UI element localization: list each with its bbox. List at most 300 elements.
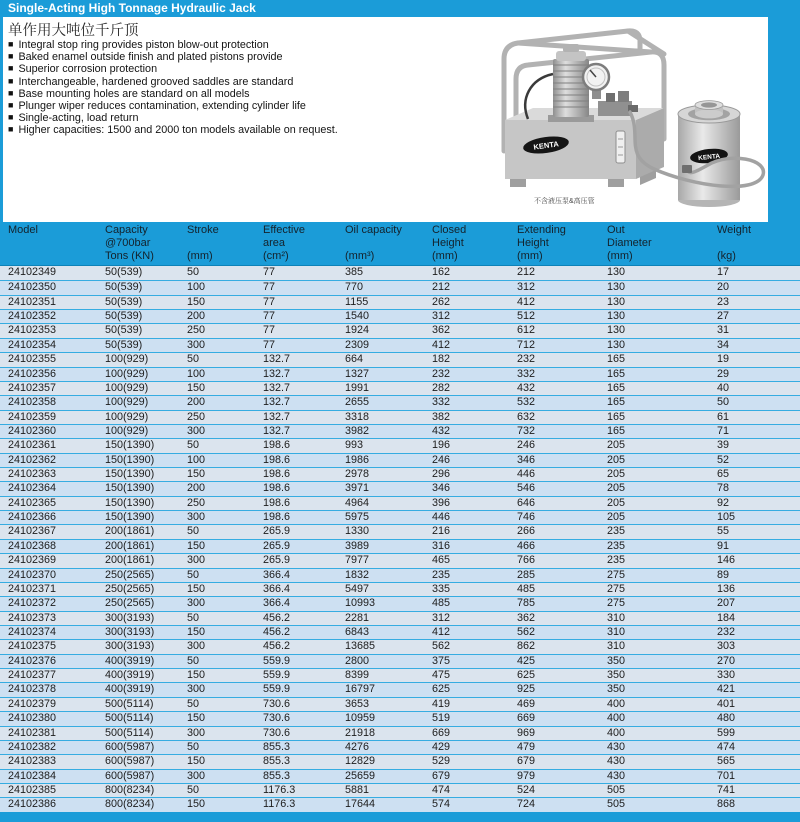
cell-out_diameter: 350 bbox=[607, 669, 626, 682]
cell-capacity: 200(1861) bbox=[105, 525, 155, 538]
cell-stroke: 150 bbox=[187, 295, 206, 308]
cell-oil_capacity: 2281 bbox=[345, 611, 370, 624]
image-caption: 不含液压泵&高压管 bbox=[534, 198, 595, 205]
cell-out_diameter: 275 bbox=[607, 582, 626, 595]
table-row bbox=[0, 524, 800, 538]
table-row bbox=[0, 338, 800, 352]
cell-effective_area: 77 bbox=[263, 324, 276, 337]
cell-weight: 207 bbox=[717, 597, 736, 610]
column-header-extending_height bbox=[509, 222, 599, 265]
cell-capacity: 500(5114) bbox=[105, 712, 154, 725]
feature-text: Interchangeable, hardened grooved saddles are standard bbox=[18, 75, 294, 88]
cell-oil_capacity: 5881 bbox=[345, 783, 370, 796]
cell-effective_area: 132.7 bbox=[263, 410, 291, 423]
brand-logo-text: KENTA bbox=[697, 152, 721, 163]
cell-effective_area: 198.6 bbox=[263, 511, 291, 524]
feature-text: Integral stop ring provides piston blow-out protection bbox=[18, 39, 269, 51]
cell-weight: 741 bbox=[717, 783, 736, 796]
cell-stroke: 100 bbox=[187, 367, 206, 380]
bullet-square-icon: ■ bbox=[8, 51, 14, 62]
cell-stroke: 50 bbox=[187, 353, 200, 366]
cell-capacity: 400(3919) bbox=[105, 669, 155, 682]
cell-capacity: 600(5987) bbox=[105, 740, 155, 753]
cell-closed_height: 312 bbox=[432, 611, 451, 624]
feature-text: Plunger wiper reduces contamination, extending cylinder life bbox=[18, 100, 306, 113]
cell-extending_height: 412 bbox=[517, 295, 536, 308]
cell-weight: 29 bbox=[717, 367, 730, 380]
cell-extending_height: 625 bbox=[517, 669, 536, 682]
cell-model: 24102378 bbox=[8, 683, 57, 696]
cell-closed_height: 432 bbox=[432, 424, 451, 437]
cell-model: 24102370 bbox=[8, 568, 57, 581]
cell-capacity: 150(1390) bbox=[105, 468, 155, 481]
table-row bbox=[0, 395, 800, 409]
cell-capacity: 600(5987) bbox=[105, 769, 155, 782]
cell-closed_height: 419 bbox=[432, 697, 451, 710]
cell-model: 24102363 bbox=[8, 468, 57, 481]
cell-extending_height: 485 bbox=[517, 582, 536, 595]
cell-capacity: 500(5114) bbox=[105, 726, 154, 739]
cell-closed_height: 429 bbox=[432, 740, 451, 753]
cell-effective_area: 855.3 bbox=[263, 769, 291, 782]
cell-out_diameter: 130 bbox=[607, 324, 626, 337]
cell-extending_height: 746 bbox=[517, 511, 536, 524]
cell-stroke: 100 bbox=[187, 453, 206, 466]
oil-sight-glass bbox=[616, 131, 625, 163]
feature-text: Higher capacities: 1500 and 2000 ton models available on request. bbox=[18, 124, 338, 137]
table-row bbox=[0, 381, 800, 395]
cell-extending_height: 266 bbox=[517, 525, 536, 538]
column-header-line: (mm) bbox=[432, 250, 458, 263]
column-header-line: (mm) bbox=[607, 250, 633, 263]
cell-weight: 136 bbox=[717, 582, 736, 595]
column-header-weight bbox=[709, 222, 792, 265]
cell-capacity: 150(1390) bbox=[105, 496, 155, 509]
cell-extending_height: 646 bbox=[517, 496, 536, 509]
table-row bbox=[0, 797, 800, 811]
cell-out_diameter: 400 bbox=[607, 712, 626, 725]
cell-effective_area: 265.9 bbox=[263, 554, 291, 567]
column-header-line: (mm³) bbox=[345, 250, 375, 263]
cell-out_diameter: 165 bbox=[607, 410, 626, 423]
table-row bbox=[0, 697, 800, 711]
cell-extending_height: 532 bbox=[517, 396, 536, 409]
cell-model: 24102351 bbox=[8, 295, 57, 308]
cell-model: 24102385 bbox=[8, 783, 57, 796]
cell-weight: 91 bbox=[717, 539, 730, 552]
cell-weight: 89 bbox=[717, 568, 730, 581]
table-row bbox=[0, 510, 800, 524]
cell-capacity: 100(929) bbox=[105, 396, 149, 409]
cell-stroke: 300 bbox=[187, 511, 206, 524]
column-header-out_diameter bbox=[599, 222, 709, 265]
cell-weight: 421 bbox=[717, 683, 736, 696]
cell-model: 24102377 bbox=[8, 669, 57, 682]
cell-extending_height: 432 bbox=[517, 381, 536, 394]
table-row bbox=[0, 654, 800, 668]
cell-weight: 34 bbox=[717, 338, 730, 351]
table-row bbox=[0, 769, 800, 783]
cell-capacity: 200(1861) bbox=[105, 554, 155, 567]
cell-stroke: 250 bbox=[187, 410, 206, 423]
cell-weight: 599 bbox=[717, 726, 736, 739]
cell-closed_height: 485 bbox=[432, 597, 451, 610]
cell-oil_capacity: 12829 bbox=[345, 755, 376, 768]
column-header-line: @700bar bbox=[105, 237, 151, 250]
cell-effective_area: 77 bbox=[263, 266, 276, 278]
table-row bbox=[0, 668, 800, 682]
cell-weight: 20 bbox=[717, 281, 730, 294]
cell-capacity: 150(1390) bbox=[105, 439, 155, 452]
cell-oil_capacity: 5975 bbox=[345, 511, 370, 524]
cell-extending_height: 425 bbox=[517, 654, 536, 667]
cell-capacity: 50(539) bbox=[105, 310, 143, 323]
column-header-stroke bbox=[179, 222, 255, 265]
cell-stroke: 50 bbox=[187, 697, 200, 710]
cell-oil_capacity: 4276 bbox=[345, 740, 370, 753]
cell-extending_height: 612 bbox=[517, 324, 536, 337]
cell-capacity: 100(929) bbox=[105, 367, 149, 380]
cell-effective_area: 730.6 bbox=[263, 726, 291, 739]
cell-oil_capacity: 2309 bbox=[345, 338, 370, 351]
cell-capacity: 800(8234) bbox=[105, 783, 155, 796]
cell-effective_area: 132.7 bbox=[263, 396, 291, 409]
column-header-line: Closed bbox=[432, 224, 467, 236]
feature-item bbox=[8, 39, 338, 51]
cell-capacity: 50(539) bbox=[105, 281, 143, 294]
cell-effective_area: 132.7 bbox=[263, 367, 291, 380]
cell-stroke: 300 bbox=[187, 597, 206, 610]
cell-stroke: 200 bbox=[187, 482, 206, 495]
cell-stroke: 300 bbox=[187, 338, 206, 351]
cell-out_diameter: 400 bbox=[607, 726, 626, 739]
cell-extending_height: 512 bbox=[517, 310, 536, 323]
cell-oil_capacity: 25659 bbox=[345, 769, 376, 782]
column-header-line: (cm²) bbox=[263, 250, 289, 263]
cell-capacity: 50(539) bbox=[105, 324, 143, 337]
cell-oil_capacity: 3982 bbox=[345, 424, 370, 437]
cell-extending_height: 766 bbox=[517, 554, 536, 567]
cell-effective_area: 855.3 bbox=[263, 755, 291, 768]
cylinder-jack bbox=[678, 101, 740, 207]
cell-extending_height: 785 bbox=[517, 597, 536, 610]
cell-effective_area: 456.2 bbox=[263, 611, 291, 624]
cell-out_diameter: 505 bbox=[607, 783, 626, 796]
cell-oil_capacity: 385 bbox=[345, 266, 364, 278]
cell-out_diameter: 165 bbox=[607, 381, 626, 394]
cell-closed_height: 412 bbox=[432, 625, 451, 638]
cell-closed_height: 216 bbox=[432, 525, 451, 538]
cell-oil_capacity: 13685 bbox=[345, 640, 376, 653]
cell-stroke: 150 bbox=[187, 381, 206, 394]
cell-effective_area: 77 bbox=[263, 295, 276, 308]
cell-capacity: 100(929) bbox=[105, 410, 149, 423]
feature-text: Base mounting holes are standard on all models bbox=[18, 87, 250, 100]
column-header-line: Tons (KN) bbox=[105, 250, 154, 263]
cell-capacity: 150(1390) bbox=[105, 453, 155, 466]
cell-out_diameter: 310 bbox=[607, 640, 626, 653]
cell-stroke: 50 bbox=[187, 568, 200, 581]
feature-item bbox=[8, 76, 338, 88]
column-header-line: Extending bbox=[517, 224, 566, 236]
cell-model: 24102368 bbox=[8, 539, 57, 552]
cell-model: 24102365 bbox=[8, 496, 57, 509]
table-row bbox=[0, 639, 800, 653]
cell-stroke: 150 bbox=[187, 798, 206, 811]
cell-oil_capacity: 6843 bbox=[345, 625, 370, 638]
cell-weight: 92 bbox=[717, 496, 730, 509]
cell-out_diameter: 130 bbox=[607, 338, 626, 351]
cell-oil_capacity: 3318 bbox=[345, 410, 370, 423]
table-row bbox=[0, 740, 800, 754]
cell-stroke: 50 bbox=[187, 266, 200, 278]
cell-closed_height: 625 bbox=[432, 683, 451, 696]
table-row bbox=[0, 453, 800, 467]
cell-capacity: 50(539) bbox=[105, 295, 143, 308]
column-header-line bbox=[345, 237, 424, 250]
cell-closed_height: 475 bbox=[432, 669, 451, 682]
cell-weight: 39 bbox=[717, 439, 730, 452]
cell-model: 24102371 bbox=[8, 582, 57, 595]
cell-model: 24102374 bbox=[8, 625, 57, 638]
cell-model: 24102356 bbox=[8, 367, 57, 380]
cell-weight: 474 bbox=[717, 740, 736, 753]
cell-model: 24102349 bbox=[8, 266, 57, 278]
table-row bbox=[0, 481, 800, 495]
column-header-line: Height bbox=[432, 237, 464, 250]
cell-oil_capacity: 7977 bbox=[345, 554, 370, 567]
cell-out_diameter: 205 bbox=[607, 496, 626, 509]
cell-closed_height: 312 bbox=[432, 310, 451, 323]
cell-model: 24102352 bbox=[8, 310, 57, 323]
cell-out_diameter: 205 bbox=[607, 439, 626, 452]
cell-weight: 480 bbox=[717, 712, 736, 725]
table-row bbox=[0, 568, 800, 582]
cell-out_diameter: 165 bbox=[607, 396, 626, 409]
cell-weight: 303 bbox=[717, 640, 736, 653]
bullet-square-icon: ■ bbox=[8, 112, 14, 123]
feature-item bbox=[8, 124, 338, 136]
feature-text: Baked enamel outside finish and plated pistons provide bbox=[18, 51, 283, 64]
pump-and-cylinder-illustration bbox=[468, 19, 768, 216]
feature-text: Single-acting, load return bbox=[18, 112, 139, 125]
cell-oil_capacity: 3971 bbox=[345, 482, 370, 495]
cell-closed_height: 262 bbox=[432, 295, 451, 308]
column-header-line bbox=[717, 237, 792, 250]
column-header-closed_height bbox=[424, 222, 509, 265]
cell-capacity: 500(5114) bbox=[105, 697, 154, 710]
cell-out_diameter: 275 bbox=[607, 597, 626, 610]
column-header-line bbox=[187, 237, 255, 250]
column-header-line: area bbox=[263, 237, 286, 250]
cell-closed_height: 212 bbox=[432, 281, 451, 294]
cell-oil_capacity: 1832 bbox=[345, 568, 370, 581]
cell-out_diameter: 235 bbox=[607, 525, 626, 538]
cell-capacity: 100(929) bbox=[105, 424, 149, 437]
cell-weight: 71 bbox=[717, 424, 730, 437]
cell-closed_height: 182 bbox=[432, 353, 451, 366]
cell-extending_height: 466 bbox=[517, 539, 536, 552]
cell-effective_area: 366.4 bbox=[263, 568, 291, 581]
cell-out_diameter: 430 bbox=[607, 755, 626, 768]
column-header-line: Capacity bbox=[105, 224, 148, 236]
cell-extending_height: 346 bbox=[517, 453, 536, 466]
cell-capacity: 100(929) bbox=[105, 353, 149, 366]
cell-model: 24102375 bbox=[8, 640, 57, 653]
cell-closed_height: 232 bbox=[432, 367, 451, 380]
cell-weight: 55 bbox=[717, 525, 730, 538]
feature-item bbox=[8, 63, 338, 75]
cell-closed_height: 346 bbox=[432, 482, 451, 495]
cell-stroke: 150 bbox=[187, 582, 206, 595]
cell-model: 24102358 bbox=[8, 396, 57, 409]
cell-capacity: 300(3193) bbox=[105, 611, 155, 624]
cell-oil_capacity: 17644 bbox=[345, 798, 376, 811]
cell-closed_height: 412 bbox=[432, 338, 451, 351]
cell-out_diameter: 165 bbox=[607, 367, 626, 380]
cell-extending_height: 546 bbox=[517, 482, 536, 495]
table-row bbox=[0, 352, 800, 366]
cell-weight: 146 bbox=[717, 554, 736, 567]
cell-closed_height: 332 bbox=[432, 396, 451, 409]
cell-closed_height: 375 bbox=[432, 654, 451, 667]
cell-effective_area: 456.2 bbox=[263, 640, 291, 653]
cell-out_diameter: 205 bbox=[607, 482, 626, 495]
cell-effective_area: 132.7 bbox=[263, 381, 291, 394]
table-row bbox=[0, 323, 800, 337]
cell-extending_height: 862 bbox=[517, 640, 536, 653]
cell-out_diameter: 130 bbox=[607, 266, 626, 278]
cell-weight: 65 bbox=[717, 468, 730, 481]
cell-stroke: 50 bbox=[187, 783, 200, 796]
cell-extending_height: 669 bbox=[517, 712, 536, 725]
cell-out_diameter: 130 bbox=[607, 281, 626, 294]
table-row bbox=[0, 783, 800, 797]
bullet-square-icon: ■ bbox=[8, 100, 14, 111]
cell-extending_height: 246 bbox=[517, 439, 536, 452]
cell-oil_capacity: 2978 bbox=[345, 468, 370, 481]
cell-out_diameter: 235 bbox=[607, 554, 626, 567]
column-header-line: Stroke bbox=[187, 224, 219, 236]
cell-oil_capacity: 4964 bbox=[345, 496, 370, 509]
table-row bbox=[0, 438, 800, 452]
cell-out_diameter: 205 bbox=[607, 511, 626, 524]
bullet-square-icon: ■ bbox=[8, 75, 14, 86]
table-row bbox=[0, 410, 800, 424]
cell-capacity: 250(2565) bbox=[105, 582, 155, 595]
cell-oil_capacity: 664 bbox=[345, 353, 364, 366]
column-header-effective_area bbox=[255, 222, 337, 265]
cell-oil_capacity: 1991 bbox=[345, 381, 370, 394]
cell-capacity: 200(1861) bbox=[105, 539, 155, 552]
cell-oil_capacity: 10959 bbox=[345, 712, 376, 725]
cell-model: 24102355 bbox=[8, 353, 57, 366]
cell-out_diameter: 505 bbox=[607, 798, 626, 811]
table-row bbox=[0, 367, 800, 381]
cell-weight: 31 bbox=[717, 324, 730, 337]
cell-stroke: 150 bbox=[187, 468, 206, 481]
cell-model: 24102361 bbox=[8, 439, 57, 452]
cell-extending_height: 479 bbox=[517, 740, 536, 753]
cell-closed_height: 196 bbox=[432, 439, 451, 452]
cell-oil_capacity: 993 bbox=[345, 439, 364, 452]
cell-effective_area: 1176.3 bbox=[263, 783, 296, 796]
cell-effective_area: 366.4 bbox=[263, 597, 291, 610]
cell-closed_height: 679 bbox=[432, 769, 451, 782]
cell-out_diameter: 400 bbox=[607, 697, 626, 710]
cell-stroke: 100 bbox=[187, 281, 206, 294]
feature-item bbox=[8, 112, 338, 124]
cell-out_diameter: 310 bbox=[607, 625, 626, 638]
cell-effective_area: 77 bbox=[263, 338, 276, 351]
cell-extending_height: 632 bbox=[517, 410, 536, 423]
table-row bbox=[0, 424, 800, 438]
cell-stroke: 150 bbox=[187, 712, 206, 725]
cell-stroke: 300 bbox=[187, 554, 206, 567]
cell-out_diameter: 350 bbox=[607, 683, 626, 696]
table-header bbox=[0, 222, 800, 265]
cell-closed_height: 296 bbox=[432, 468, 451, 481]
cell-capacity: 50(539) bbox=[105, 338, 143, 351]
cell-stroke: 300 bbox=[187, 769, 206, 782]
table-row bbox=[0, 754, 800, 768]
cell-model: 24102369 bbox=[8, 554, 57, 567]
cell-stroke: 150 bbox=[187, 755, 206, 768]
table-row bbox=[0, 496, 800, 510]
cell-oil_capacity: 1986 bbox=[345, 453, 370, 466]
cell-effective_area: 1176.3 bbox=[263, 798, 296, 811]
cell-stroke: 150 bbox=[187, 669, 206, 682]
feature-text: Superior corrosion protection bbox=[18, 63, 158, 76]
cell-weight: 27 bbox=[717, 310, 730, 323]
table-row bbox=[0, 596, 800, 610]
cell-extending_height: 285 bbox=[517, 568, 536, 581]
cell-extending_height: 446 bbox=[517, 468, 536, 481]
product-image bbox=[468, 19, 768, 216]
cell-weight: 40 bbox=[717, 381, 730, 394]
column-header-capacity bbox=[97, 222, 179, 265]
cell-oil_capacity: 3653 bbox=[345, 697, 370, 710]
cell-closed_height: 669 bbox=[432, 726, 451, 739]
cell-model: 24102381 bbox=[8, 726, 57, 739]
cell-oil_capacity: 8399 bbox=[345, 669, 370, 682]
cell-effective_area: 77 bbox=[263, 310, 276, 323]
cell-closed_height: 316 bbox=[432, 539, 451, 552]
cell-stroke: 50 bbox=[187, 740, 200, 753]
cell-model: 24102372 bbox=[8, 597, 57, 610]
cell-stroke: 200 bbox=[187, 396, 206, 409]
bullet-square-icon: ■ bbox=[8, 124, 14, 135]
cell-extending_height: 524 bbox=[517, 783, 536, 796]
cell-out_diameter: 165 bbox=[607, 353, 626, 366]
cell-effective_area: 559.9 bbox=[263, 654, 291, 667]
cell-stroke: 250 bbox=[187, 496, 206, 509]
cell-model: 24102357 bbox=[8, 381, 57, 394]
page-border-right-band bbox=[768, 17, 800, 223]
cell-closed_height: 246 bbox=[432, 453, 451, 466]
cell-effective_area: 77 bbox=[263, 281, 276, 294]
cell-closed_height: 335 bbox=[432, 582, 451, 595]
cell-model: 24102386 bbox=[8, 798, 57, 811]
cell-capacity: 400(3919) bbox=[105, 654, 155, 667]
column-header-line: Weight bbox=[717, 224, 752, 236]
cell-closed_height: 465 bbox=[432, 554, 451, 567]
cell-closed_height: 396 bbox=[432, 496, 451, 509]
column-header-line: Diameter bbox=[607, 237, 652, 250]
cell-weight: 565 bbox=[717, 755, 736, 768]
cell-weight: 105 bbox=[717, 511, 736, 524]
cell-out_diameter: 430 bbox=[607, 740, 626, 753]
